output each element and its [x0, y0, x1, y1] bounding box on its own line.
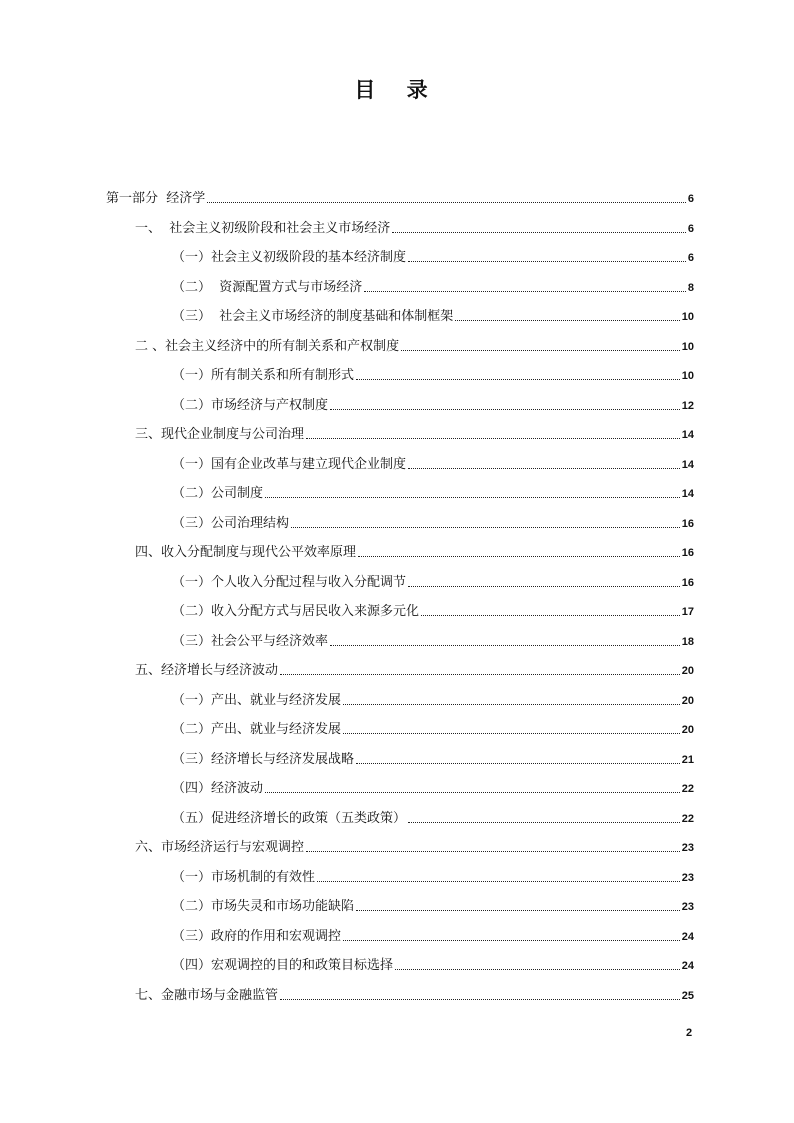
dot-leader — [280, 673, 680, 675]
toc-entry-title: （一）个人收入分配过程与收入分配调节 — [172, 574, 407, 590]
toc-entry-page: 24 — [681, 930, 694, 943]
toc-entry-title: （二）市场经济与产权制度 — [172, 397, 329, 413]
toc-entry-page: 6 — [687, 222, 694, 235]
toc-entry[interactable] — [172, 777, 694, 797]
toc-entry-title: （一）国有企业改革与建立现代企业制度 — [172, 456, 407, 472]
toc-entry-title: 七、金融市场与金融监管 — [135, 987, 279, 1003]
toc-entry-title: （四）宏观调控的目的和政策目标选择 — [172, 958, 394, 973]
toc-entry-page: 18 — [681, 635, 694, 648]
toc-entry-title: （三） 社会主义市场经济的制度基础和体制框架 — [172, 309, 454, 324]
dot-leader — [280, 998, 680, 1000]
toc-entry-page: 22 — [681, 783, 694, 795]
toc-entry[interactable] — [172, 630, 694, 650]
toc-entry-page: 16 — [681, 576, 694, 589]
toc-entry-page: 20 — [681, 724, 694, 736]
toc-entry-page: 17 — [681, 606, 694, 618]
dot-leader — [330, 644, 680, 646]
toc-entry[interactable] — [106, 187, 694, 207]
dot-leader — [343, 703, 680, 705]
toc-entry-page: 20 — [681, 694, 694, 707]
toc-entry[interactable] — [172, 305, 694, 325]
toc-entry[interactable] — [172, 718, 694, 738]
toc-entry-page: 8 — [687, 281, 694, 294]
toc-entry[interactable] — [172, 276, 694, 296]
dot-leader — [317, 880, 680, 882]
toc-entry-page: 6 — [687, 193, 694, 205]
dot-leader — [356, 378, 680, 380]
toc-entry[interactable] — [135, 217, 694, 237]
toc-entry-page: 22 — [681, 812, 694, 825]
toc-entry-page: 16 — [681, 547, 694, 559]
toc-entry-page: 10 — [681, 340, 694, 353]
toc-entry[interactable] — [172, 807, 694, 827]
toc-entry-page: 10 — [681, 370, 694, 382]
dot-leader — [356, 909, 680, 911]
toc-entry-title: 六、市场经济运行与宏观调控 — [135, 840, 305, 855]
toc-entry-page: 14 — [681, 488, 694, 500]
toc-entry[interactable] — [135, 659, 694, 679]
toc-entry[interactable] — [135, 423, 694, 443]
toc-entry-title: （三）经济增长与经济发展战略 — [172, 751, 355, 767]
dot-leader — [306, 437, 680, 439]
toc-entry-page: 23 — [681, 842, 694, 854]
toc-entry-page: 24 — [681, 960, 694, 972]
dot-leader — [408, 467, 680, 469]
toc-entry-title: （四）经济波动 — [172, 781, 264, 796]
page-title: 目 录 — [354, 78, 440, 102]
toc-entry[interactable] — [135, 335, 694, 355]
dot-leader — [265, 496, 680, 498]
toc-entry[interactable] — [172, 512, 694, 532]
toc-entry[interactable] — [172, 689, 694, 709]
toc-entry-title: （二） 资源配置方式与市场经济 — [172, 279, 363, 295]
dot-leader — [306, 850, 680, 852]
toc-entry-page: 10 — [681, 311, 694, 323]
dot-leader — [207, 201, 686, 203]
toc-entry[interactable] — [172, 748, 694, 768]
toc-entry-title: （三）公司治理结构 — [172, 515, 290, 531]
toc-entry-title: （二）市场失灵和市场功能缺陷 — [172, 899, 355, 914]
dot-leader — [343, 939, 680, 941]
toc-entry-title: （一）市场机制的有效性 — [172, 869, 316, 885]
toc-entry-page: 23 — [681, 871, 694, 884]
dot-leader — [291, 526, 680, 528]
toc-entry-page: 6 — [687, 252, 694, 264]
toc-entry[interactable] — [172, 600, 694, 620]
dot-leader — [392, 231, 686, 233]
dot-leader — [343, 732, 680, 734]
dot-leader — [408, 585, 680, 587]
toc-entry-page: 12 — [681, 399, 694, 412]
dot-leader — [358, 555, 680, 557]
toc-entry[interactable] — [135, 984, 694, 1004]
toc-entry-title: （二）公司制度 — [172, 486, 264, 501]
toc-entry-title: （二）产出、就业与经济发展 — [172, 722, 342, 737]
toc-entry-title: （三）政府的作用和宏观调控 — [172, 928, 342, 944]
dot-leader — [330, 408, 680, 410]
dot-leader — [408, 260, 686, 262]
toc-entry[interactable] — [172, 571, 694, 591]
toc-entry-title: （一）所有制关系和所有制形式 — [172, 368, 355, 383]
toc-entry-title: 五、经济增长与经济波动 — [135, 663, 279, 678]
toc-entry-page: 16 — [681, 517, 694, 530]
dot-leader — [421, 614, 680, 616]
toc-entry-title: 第一部分 经济学 — [106, 191, 206, 206]
toc-entry[interactable] — [172, 954, 694, 974]
dot-leader — [265, 791, 680, 793]
toc-entry[interactable] — [172, 895, 694, 915]
page-number: 2 — [686, 1027, 693, 1039]
toc-entry-title: （二）收入分配方式与居民收入来源多元化 — [172, 604, 420, 619]
toc-entry-page: 14 — [681, 458, 694, 471]
toc-entry[interactable] — [135, 541, 694, 561]
toc-entry-page: 20 — [681, 665, 694, 677]
dot-leader — [356, 762, 680, 764]
toc-entry-page: 14 — [681, 429, 694, 441]
toc-entry[interactable] — [172, 482, 694, 502]
toc-entry-title: （三）社会公平与经济效率 — [172, 633, 329, 649]
toc-entry-title: 一、 社会主义初级阶段和社会主义市场经济 — [135, 220, 391, 236]
toc-entry-title: 二 、社会主义经济中的所有制关系和产权制度 — [135, 338, 400, 354]
dot-leader — [408, 821, 680, 823]
toc-entry[interactable] — [172, 925, 694, 945]
toc-entry[interactable] — [172, 453, 694, 473]
dot-leader — [395, 968, 680, 970]
toc-entry-title: 三、现代企业制度与公司治理 — [135, 427, 305, 442]
toc-entry[interactable] — [172, 394, 694, 414]
dot-leader — [401, 349, 680, 351]
dot-leader — [364, 290, 686, 292]
toc-entry-page: 23 — [681, 901, 694, 913]
dot-leader — [455, 319, 679, 321]
toc-entry[interactable] — [172, 246, 694, 266]
toc-entry-title: （五）促进经济增长的政策（五类政策） — [172, 810, 407, 826]
toc-entry-title: （一）产出、就业与经济发展 — [172, 692, 342, 708]
toc-entry-title: （一）社会主义初级阶段的基本经济制度 — [172, 250, 407, 265]
toc-entry-title: 四、收入分配制度与现代公平效率原理 — [135, 545, 357, 560]
toc-entry[interactable] — [172, 866, 694, 886]
toc-entry-page: 25 — [681, 989, 694, 1002]
toc-entry[interactable] — [135, 836, 694, 856]
toc-entry[interactable] — [172, 364, 694, 384]
toc-entry-page: 21 — [681, 753, 694, 766]
